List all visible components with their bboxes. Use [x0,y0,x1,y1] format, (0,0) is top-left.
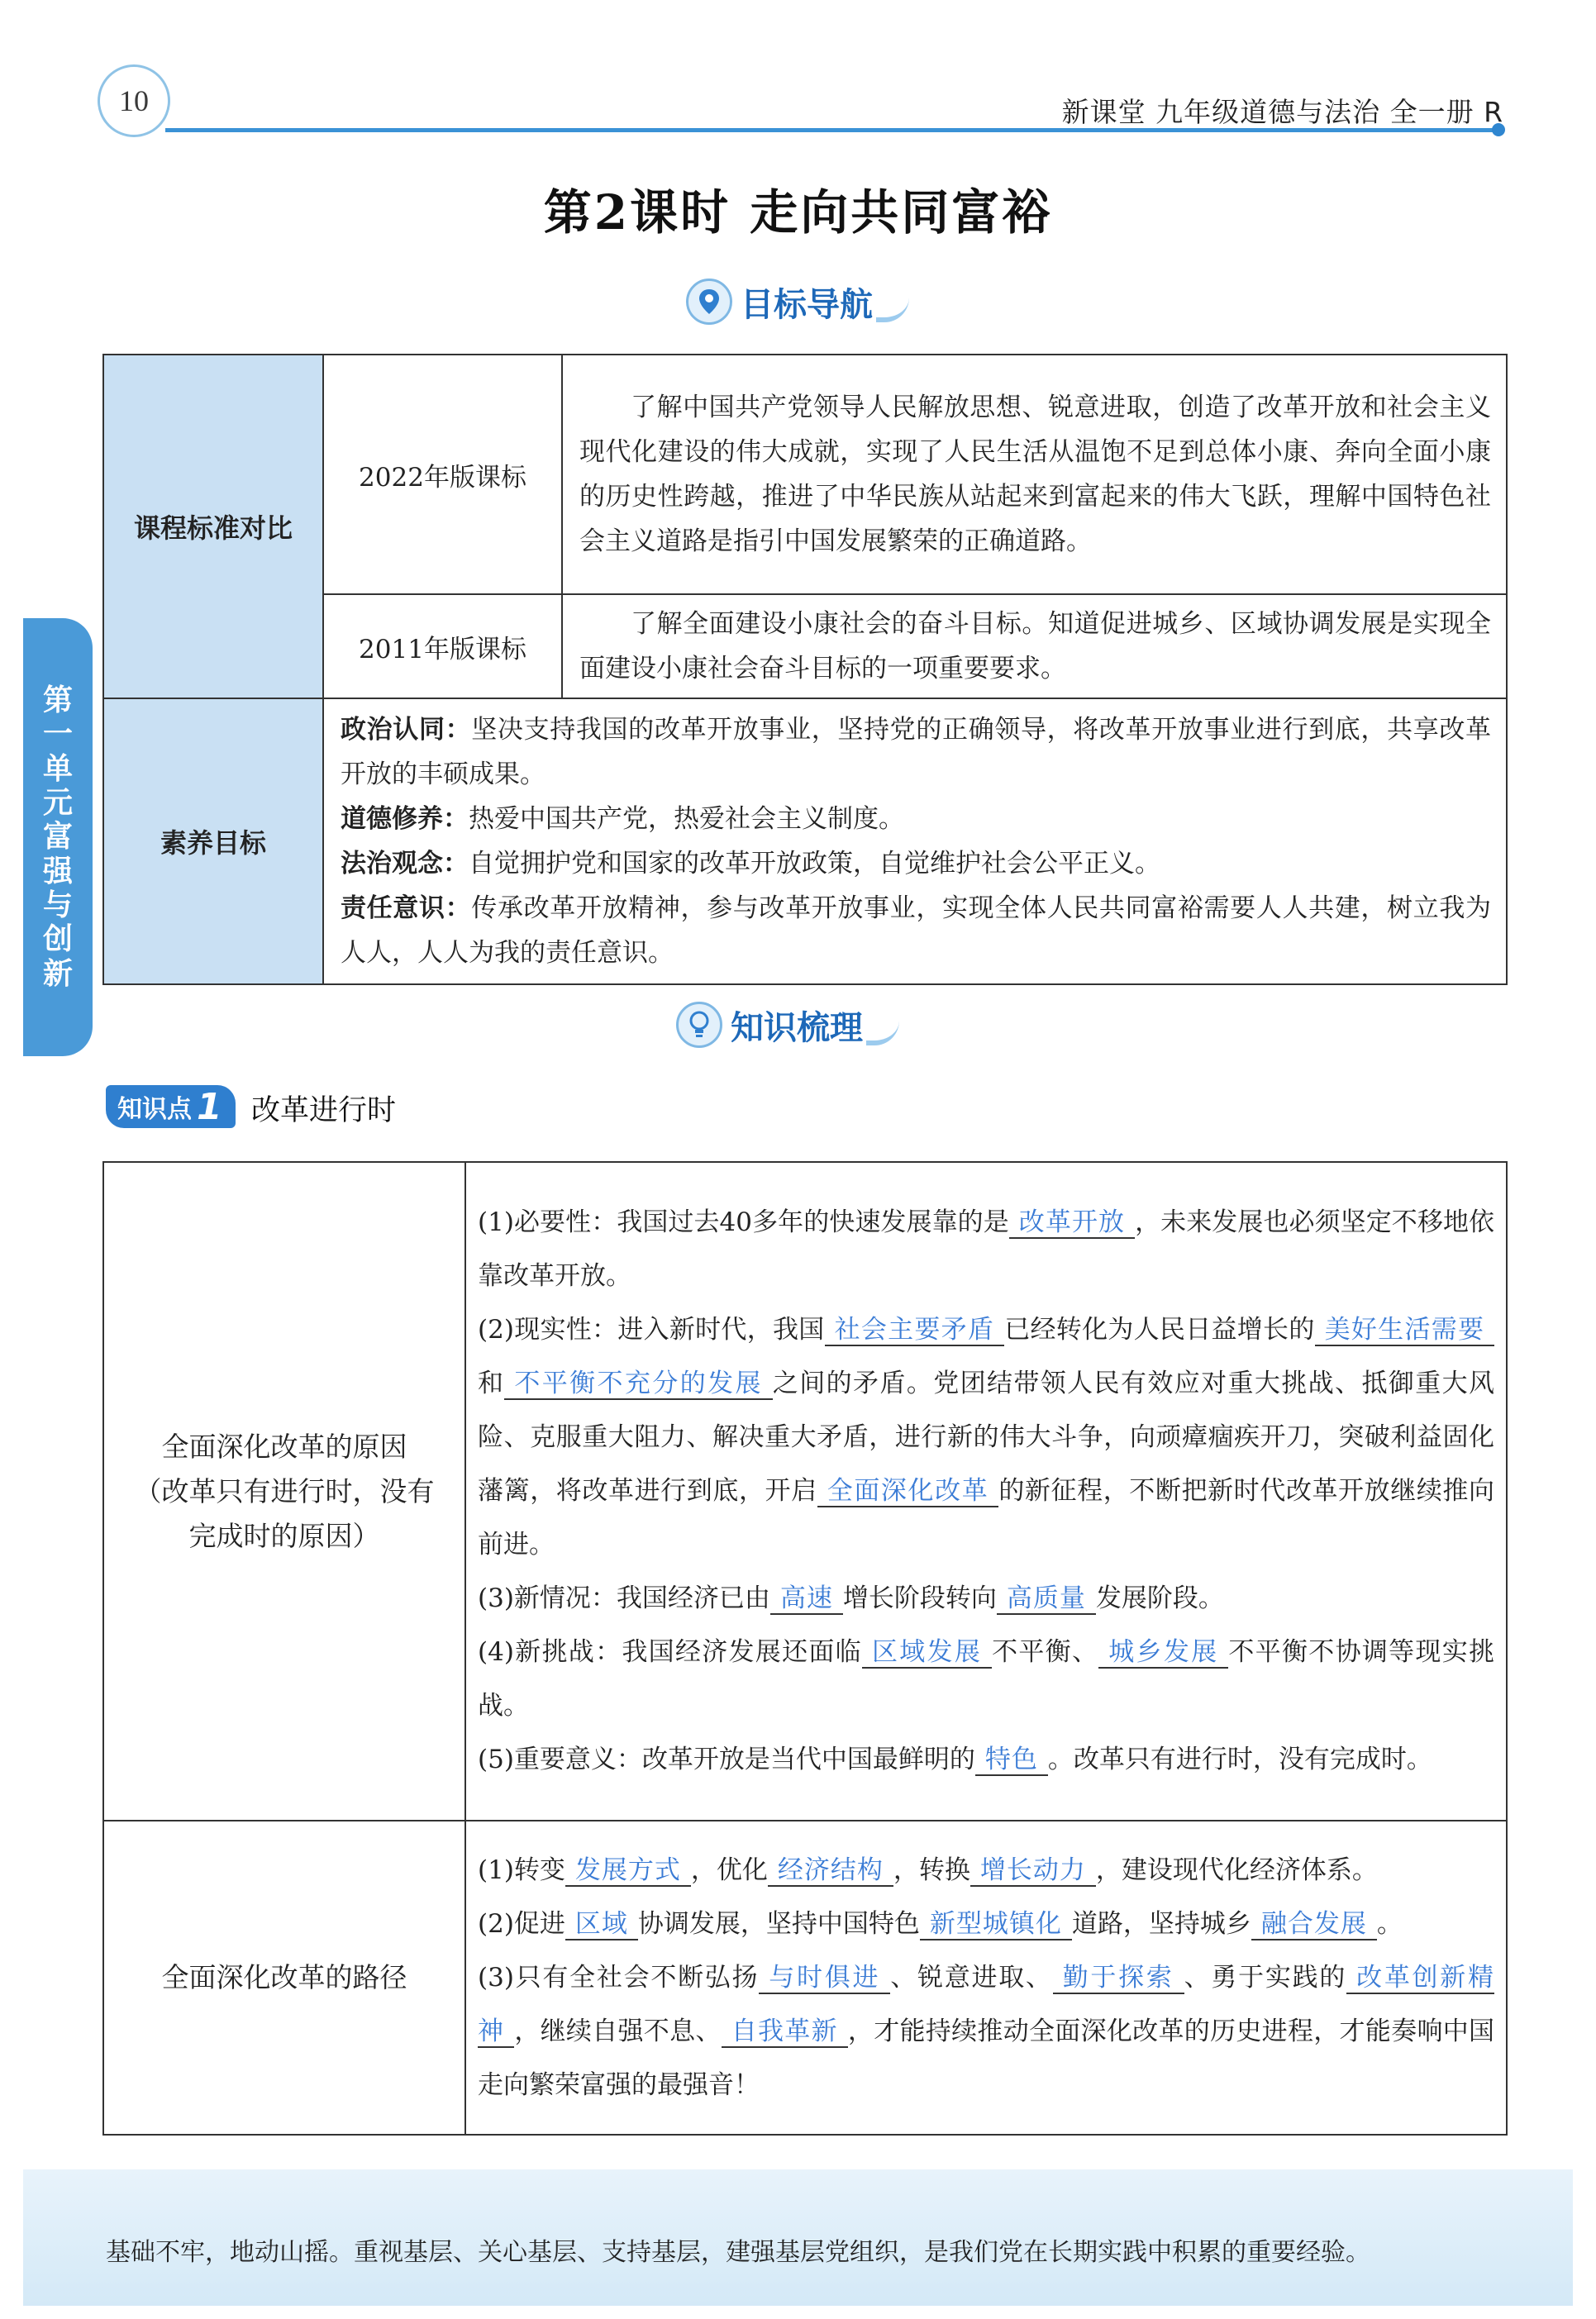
lesson-title: 第2课时 走向共同富裕 [543,184,1053,240]
unit-side-tab [23,618,93,1056]
knowledge-point-badge: 知识点 1 [106,1085,236,1128]
path-item: (2)促进 区域 协调发展，坚持中国特色 新型城镇化 道路，坚持城乡 融合发展 。 [478,1908,1403,1939]
reason-content [465,1162,1507,1821]
path-item: (1)转变 发展方式 ，优化 经济结构 ，转换 增长动力 ，建设现代化经济体系。 [478,1855,1378,1885]
literacy-item: 政治认同：坚决支持我国的改革开放事业，坚持党的正确领导，将改革开放事业进行到底，共享改革开放的丰硕成果。 [341,715,1492,789]
section-knowledge-badge [676,998,899,1052]
reason-label: 全面深化改革的原因 （改革只有进行时，没有 完成时的原因） [103,1162,465,1821]
side-tab-char: 强 [42,854,73,888]
standard-2011-label: 2011年版课标 [323,594,562,698]
side-tab-char: 一 [42,717,73,752]
reason-item: (4)新挑战：我国经济发展还面临 区域发展 不平衡、 城乡发展 不平衡不协调等现实挑战。 [478,1637,1495,1721]
path-content [465,1821,1507,2135]
side-tab-char: 单 [42,751,73,786]
path-label: 全面深化改革的路径 [103,1821,465,2135]
footer-quote: 基础不牢，地动山摇。重视基层、关心基层、支持基层，建强基层党组织，是我们党在长期实践中积累的重要经验。 [106,2238,1370,2267]
side-tab-char: 新 [42,956,73,991]
reason-item: (5)重要意义：改革开放是当代中国最鲜明的 特色 。改革只有进行时，没有完成时。 [478,1745,1432,1774]
side-tab-char: 第 [42,683,73,717]
side-tab-char: 元 [42,785,73,820]
standards-label: 课程标准对比 [103,355,323,698]
literacy-goals [323,698,1507,984]
section-knowledge-title: 知识梳理 [731,1008,863,1047]
section-goal-title: 目标导航 [741,285,873,324]
reason-item: (2)现实性：进入新时代，我国 社会主要矛盾 已经转化为人民日益增长的 美好生活需要和 不平衡不充分的发展 之间的矛盾。党团结带领人民有效应对重大挑战、抵御重大风险、克服重大阻力、解决重大矛盾，进行新的伟大斗争，向顽瘴痼疾开刀，突破利益固化藩篱，将改革进行到底，开启 全面深化改革 的新征程，不断把新时代改革开放继续推向前进。 [478,1315,1495,1559]
literacy-label: 素养目标 [103,698,323,984]
page-number: 10 [98,64,170,137]
badge-swoosh [866,1019,899,1045]
standard-2022-label: 2022年版课标 [323,355,562,594]
literacy-item: 道德修养：热爱中国共产党，热爱社会主义制度。 [341,804,904,834]
literacy-item: 法治观念：自觉拥护党和国家的改革开放政策，自觉维护社会公平正义。 [341,849,1160,879]
lightbulb-icon [676,1002,722,1048]
side-tab-char: 创 [42,922,73,957]
side-tab-char: 富 [42,820,73,855]
reason-item: (1)必要性：我国过去40多年的快速发展靠的是 改革开放 ，未来发展也必须坚定不移地依靠改革开放。 [478,1207,1495,1291]
knowledge-point-title: 改革进行时 [251,1094,397,1127]
side-tab-char: 与 [42,888,73,923]
book-info: 新课堂 九年级道德与法治 全一册 R [1061,96,1503,128]
standard-2011-text: 了解全面建设小康社会的奋斗目标。知道促进城乡、区域协调发展是实现全面建设小康社会奋斗目标的一项重要要求。 [562,594,1507,698]
goal-table [102,354,1508,985]
badge-swoosh [876,296,909,322]
standard-2022-text: 了解中国共产党领导人民解放思想、锐意进取，创造了改革开放和社会主义现代化建设的伟大成就，实现了人民生活从温饱不足到总体小康、奔向全面小康的历史性跨越，推进了中华民族从站起来到富起来的伟大飞跃，理解中国特色社会主义道路是指引中国发展繁荣的正确道路。 [562,355,1507,594]
path-item: (3)只有全社会不断弘扬 与时俱进 、锐意进取、 勤于探索 、勇于实践的 改革创新精神 ，继续自强不息、 自我革新 ，才能持续推动全面深化改革的历史进程，才能奏响中国走向繁荣富强的最强音！ [478,1962,1495,2100]
reason-item: (3)新情况：我国经济已由 高速 增长阶段转向 高质量 发展阶段。 [478,1583,1224,1613]
knowledge-table [102,1161,1508,2136]
section-goal-badge [686,274,909,329]
location-pin-icon [686,279,732,325]
literacy-item: 责任意识：传承改革开放精神，参与改革开放事业，实现全体人民共同富裕需要人人共建，树立我为人人，人人为我的责任意识。 [341,893,1492,968]
